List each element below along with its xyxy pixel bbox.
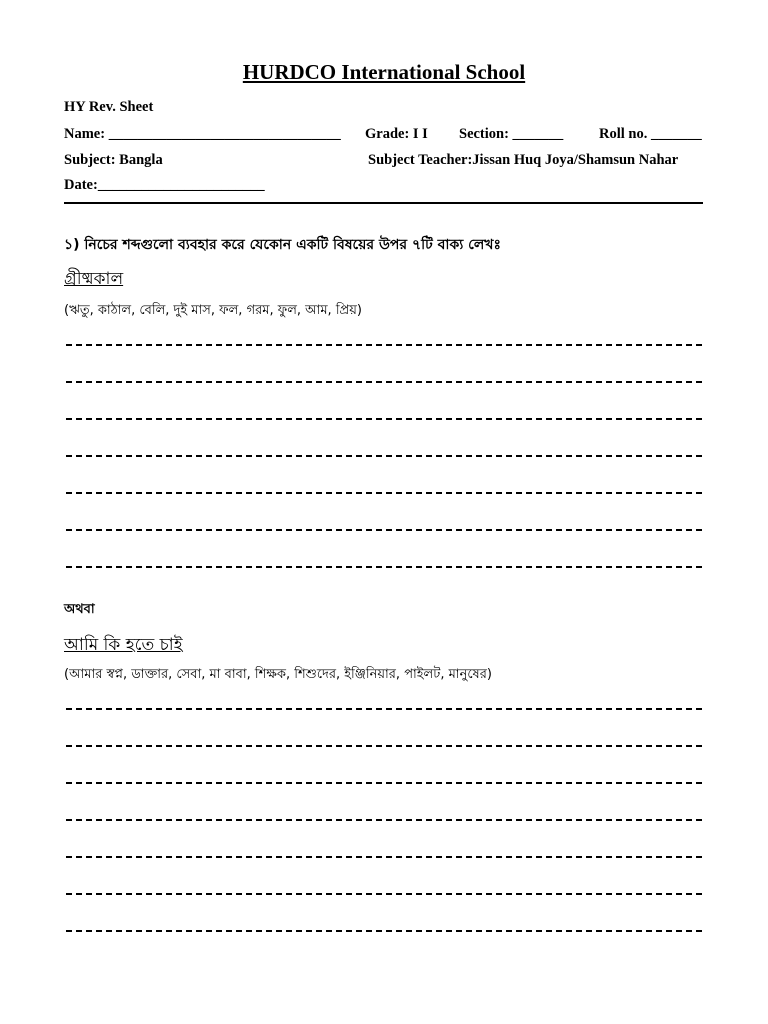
subject-label: Subject: Bangla xyxy=(64,152,163,168)
answer-line xyxy=(66,930,702,932)
sheet-label: HY Rev. Sheet xyxy=(64,99,154,115)
answer-line xyxy=(66,529,702,531)
grade-label: Grade: I I xyxy=(365,126,428,142)
answer-line xyxy=(66,893,702,895)
school-title: HURDCO International School xyxy=(242,60,526,84)
date-field: Date:_______________________ xyxy=(64,177,265,193)
question-instruction: ১) নিচের শব্দগুলো ব্যবহার করে যেকোন একটি বিষয়ের উপর ৭টি বাক্য লেখঃ xyxy=(64,237,501,253)
answer-line xyxy=(66,418,702,420)
topic-2-title: আমি কি হতে চাই xyxy=(64,635,183,655)
topic-1-title: গ্রীষ্মকাল xyxy=(64,269,124,289)
answer-line xyxy=(66,381,702,383)
answer-line xyxy=(66,819,702,821)
roll-field: Roll no. _______ xyxy=(599,126,702,142)
header-divider xyxy=(64,202,703,204)
topic-1-words: (ঋতু, কাঠাল, বেলি, দুই মাস, ফল, গরম, ফুল, আম, প্রিয়) xyxy=(64,303,362,318)
answer-line xyxy=(66,344,702,346)
name-field: Name: ________________________________ xyxy=(64,126,341,142)
section-field: Section: _______ xyxy=(459,126,564,142)
teacher-label: Subject Teacher:Jissan Huq Joya/Shamsun Nahar xyxy=(368,152,679,168)
answer-line xyxy=(66,745,702,747)
answer-line xyxy=(66,492,702,494)
topic-2-words: (আমার স্বপ্ন, ডাক্তার, সেবা, মা বাবা, শিক্ষক, শিশুদের, ইঞ্জিনিয়ার, পাইলট, মানুষের) xyxy=(64,667,492,682)
answer-line xyxy=(66,708,702,710)
answer-line xyxy=(66,455,702,457)
answer-line xyxy=(66,856,702,858)
answer-line xyxy=(66,566,702,568)
or-label: অথবা xyxy=(64,602,95,617)
answer-line xyxy=(66,782,702,784)
